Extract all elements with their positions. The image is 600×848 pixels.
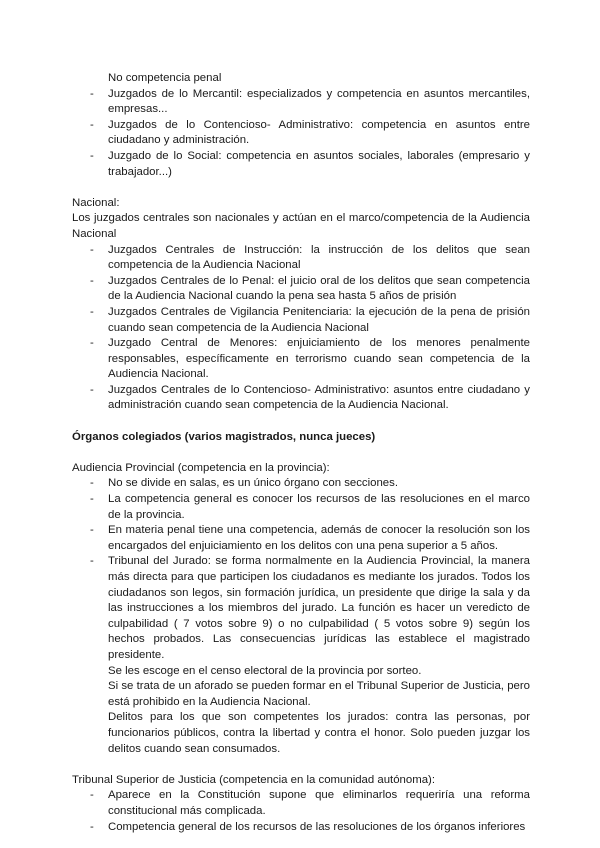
audiencia-list (72, 476, 530, 663)
tsj-list (72, 788, 530, 835)
list-item: - Juzgados de lo Mercantil: especializados y competencia en asuntos mercantiles, empresas... (90, 87, 530, 116)
list-item: - Tribunal del Jurado: se forma normalmente en la Audiencia Provincial, la manera más directa para que participen los ciudadanos es mediante los jurados. Todos los ciudadanos son legos, sin formación jurídica, un presidente que dirige la sala y da las instrucciones a los miembros del jurado. La función es hacer un veredicto de culpabilidad ( 7 votos sobre 9) o no culpabilidad ( 5 votos sobre 9) según los hechos probados. Las consecuencias jurídicas las establece el magistrado presidente. (90, 555, 530, 661)
list-item: - Juzgado de lo Social: competencia en asuntos sociales, laborales (empresario y trabajador...) (90, 149, 530, 178)
list-item: - Juzgados Centrales de Vigilancia Penitenciaria: la ejecución de la pena de prisión cuando sean competencia de la Audiencia Nacional (90, 305, 530, 334)
nacional-intro: Los juzgados centrales son nacionales y actúan en el marco/competencia de la Audiencia Nacional (72, 212, 530, 240)
section-heading: Órganos colegiados (varios magistrados, nunca jueces) (72, 430, 376, 443)
jurado-note: Delitos para los que son competentes los jurados: contra las personas, por funcionarios públicos, contra la libertad y contra el honor. Solo pueden juzgar los delitos cuando sean consumados. (108, 711, 530, 755)
list-item: - Juzgados Centrales de Instrucción: la instrucción de los delitos que sean competencia de la Audiencia Nacional (90, 243, 530, 272)
list-item: - La competencia general es conocer los recursos de las resoluciones en el marco de la provincia. (90, 493, 530, 521)
jurado-note: Si se trata de un aforado se pueden formar en el Tribunal Superior de Justicia, pero está prohibido en la Audiencia Nacional. (108, 680, 530, 708)
list-item: - Juzgados de lo Contencioso- Administrativo: competencia en asuntos entre ciudadano y administración. (90, 118, 530, 147)
list-item: - No se divide en salas, es un único órgano con secciones. (90, 477, 399, 490)
list-item: - Competencia general de los recursos de las resoluciones de los órganos inferiores (90, 820, 526, 833)
list-item: - En materia penal tiene una competencia, además de conocer la resolución son los encargados del enjuiciamiento en los delitos con una pena superior a 5 años. (90, 524, 530, 552)
continuation-text: No competencia penal (108, 72, 222, 84)
list-item: - Aparece en la Constitución supone que eliminarlos requeriría una reforma constitucional más complicada. (90, 789, 530, 817)
jurado-note: Se les escoge en el censo electoral de la provincia por sorteo. (108, 664, 422, 677)
document-page (72, 71, 530, 835)
tsj-title: Tribunal Superior de Justicia (competencia en la comunidad autónoma): (72, 773, 436, 786)
nacional-title: Nacional: (72, 196, 120, 209)
nacional-list (72, 243, 530, 415)
juzgados-list (72, 87, 530, 181)
audiencia-title: Audiencia Provincial (competencia en la provincia): (72, 461, 330, 474)
list-item: - Juzgado Central de Menores: enjuiciamiento de los menores penalmente responsables, específicamente en terrorismo cuando sean competencia de la Audiencia Nacional. (90, 337, 530, 381)
list-item: - Juzgados Centrales de lo Contencioso- Administrativo: asuntos entre ciudadano y administración cuando sean competencia de la Audiencia Nacional. (90, 383, 530, 412)
list-item: - Juzgados Centrales de lo Penal: el juicio oral de los delitos que sean competencia de la Audiencia Nacional cuando la pena sea hasta 5 años de prisión (90, 274, 530, 303)
